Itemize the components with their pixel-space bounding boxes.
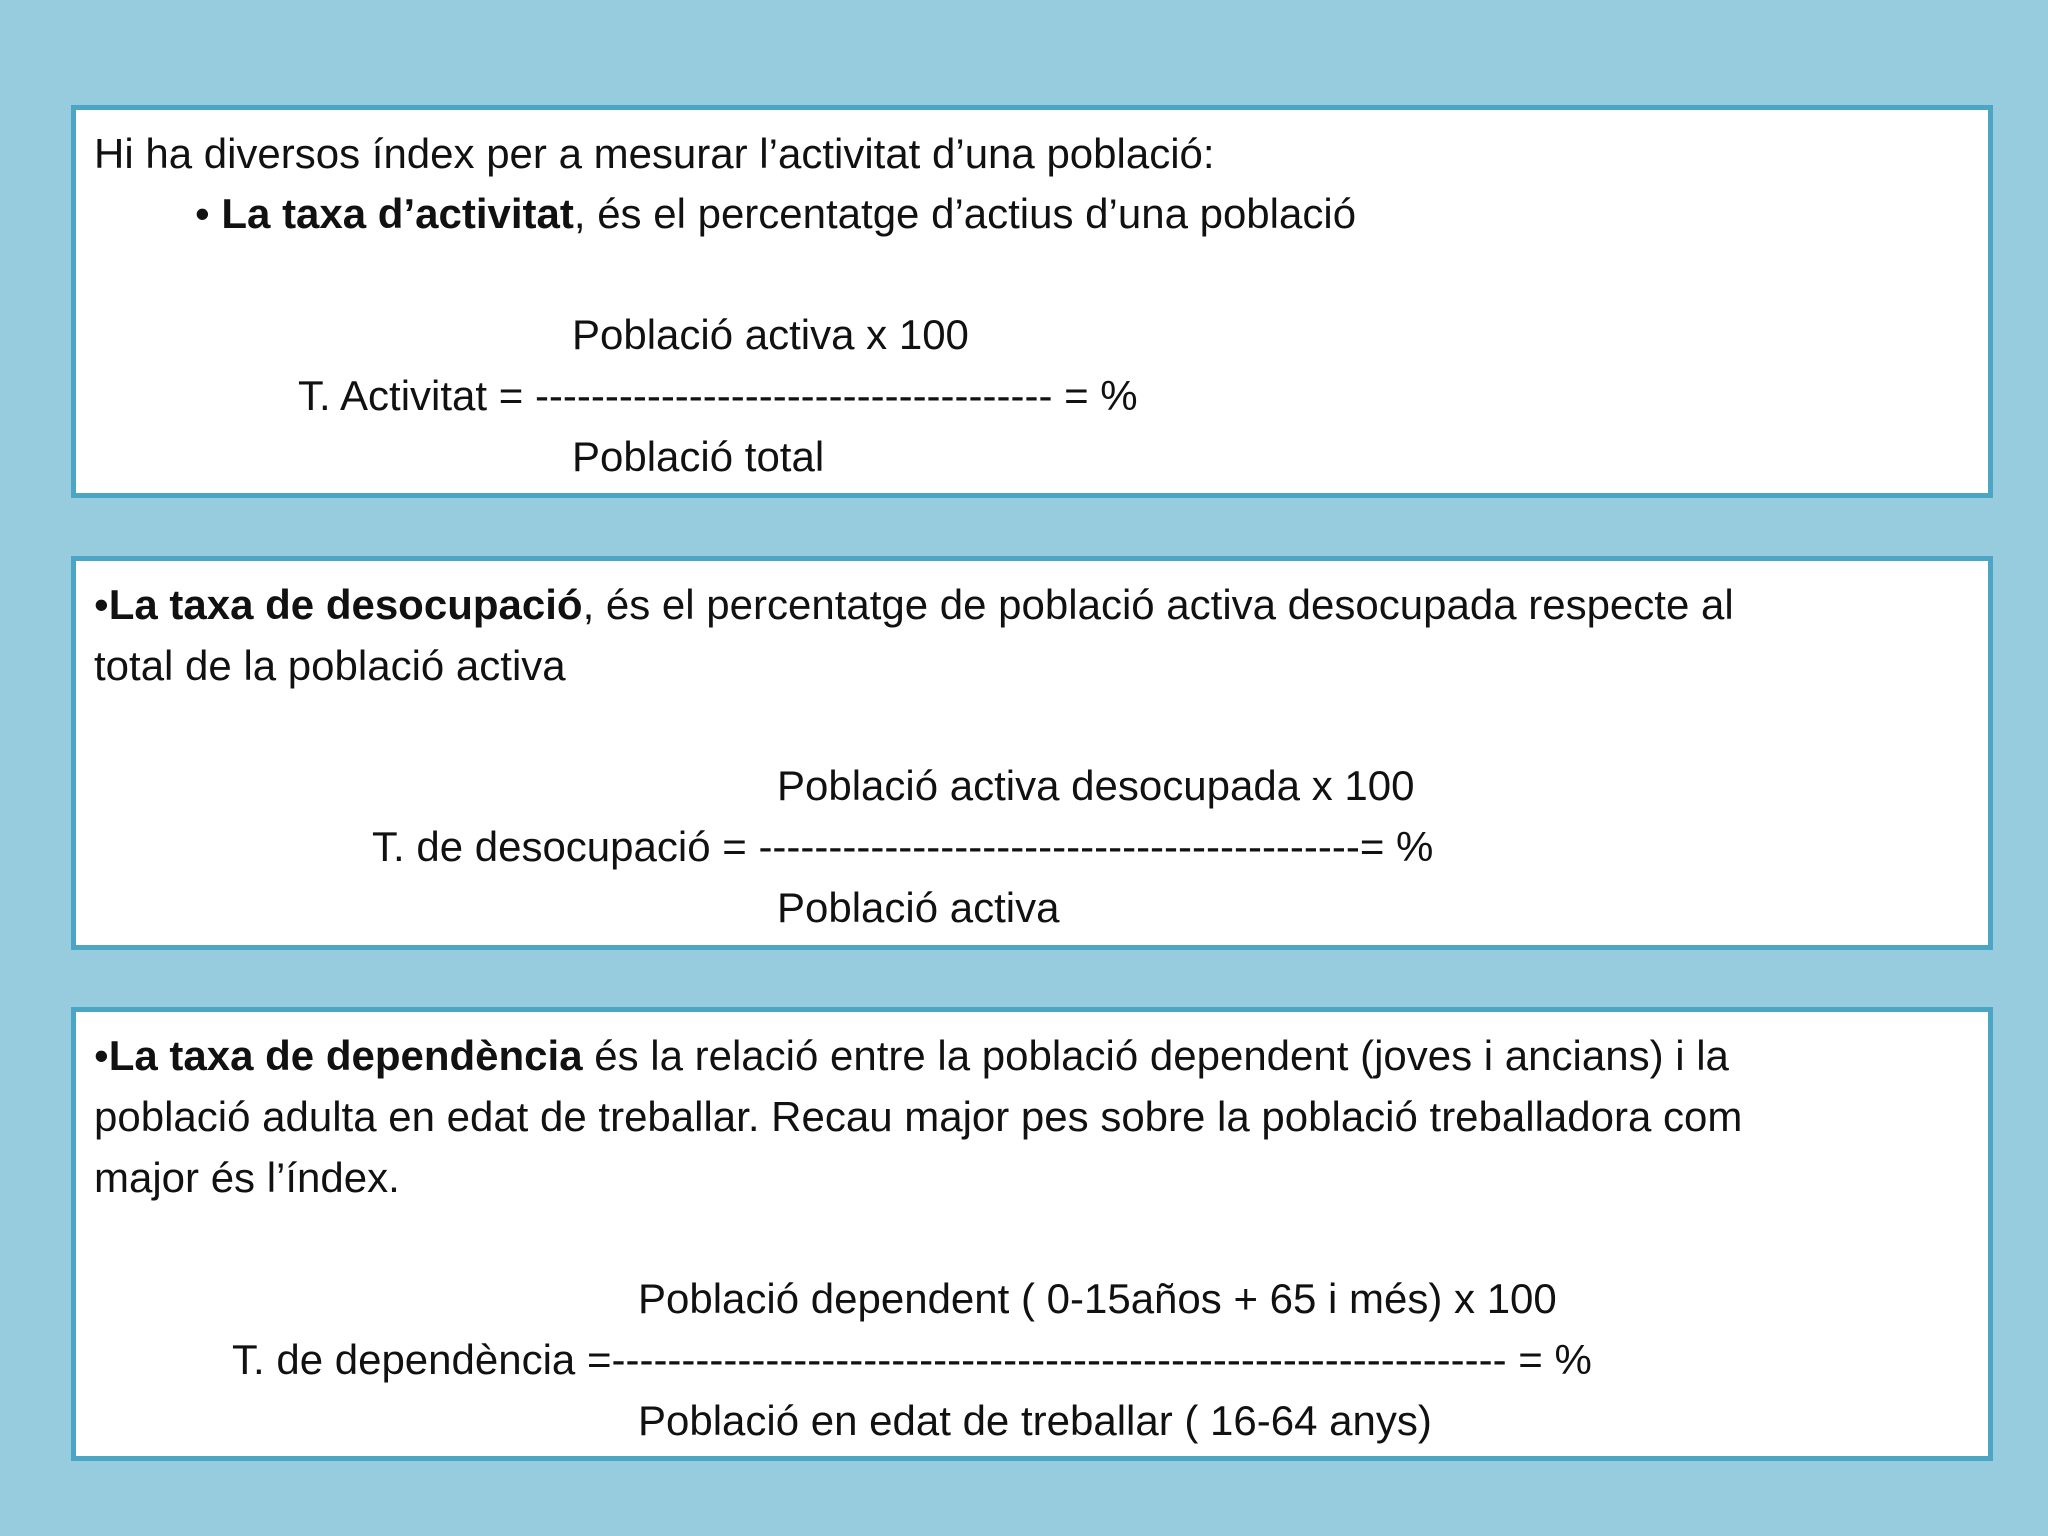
dependency-rate-bullet-line	[94, 1030, 1729, 1082]
unemployment-rate-definition: , és el percentatge de població activa desocupada respecte al	[582, 581, 1734, 628]
dependency-rate-numerator: Població dependent ( 0-15años + 65 i més) x 100	[638, 1275, 1557, 1322]
bullet-icon: •	[94, 581, 109, 628]
unemployment-rate-formula-line	[372, 821, 1433, 873]
bullet-icon: •	[94, 1032, 109, 1079]
bullet-icon: •	[195, 190, 210, 237]
unemployment-rate-lhs: T. de desocupació =	[372, 823, 759, 870]
dependency-rate-term: La taxa de dependència	[108, 1032, 583, 1079]
intro-text: Hi ha diversos índex per a mesurar l’activitat d’una població:	[94, 130, 1215, 177]
dependency-rate-formula-line	[232, 1334, 1592, 1386]
activity-rate-denominator: Població total	[572, 433, 825, 480]
activity-rate-rhs: = %	[1052, 372, 1138, 419]
unemployment-rate-denominator: Població activa	[777, 884, 1060, 931]
unemployment-rate-panel	[71, 556, 1993, 950]
unemployment-rate-definition-cont: total de la població activa	[94, 642, 566, 689]
unemployment-rate-numerator: Població activa desocupada x 100	[777, 762, 1415, 809]
unemployment-rate-bullet-line	[94, 579, 1734, 631]
activity-rate-fraction-bar: -------------------------------------	[534, 372, 1053, 419]
unemployment-rate-rhs: = %	[1359, 823, 1434, 870]
dependency-rate-definition: és la relació entre la població dependent (joves i ancians) i la	[582, 1032, 1729, 1079]
dependency-rate-definition-cont: població adulta en edat de treballar. Recau major pes sobre la població treballadora com	[94, 1093, 1743, 1140]
activity-rate-term: La taxa d’activitat	[221, 190, 574, 237]
dependency-rate-denominator: Població en edat de treballar ( 16-64 anys)	[638, 1397, 1432, 1444]
activity-rate-numerator: Població activa x 100	[572, 311, 969, 358]
activity-rate-lhs: T. Activitat =	[298, 372, 535, 419]
activity-rate-formula-line	[298, 370, 1138, 422]
activity-rate-panel	[71, 105, 1993, 498]
dependency-rate-lhs: T. de dependència =	[232, 1336, 612, 1383]
activity-rate-bullet-line	[195, 188, 1356, 240]
unemployment-rate-term: La taxa de desocupació	[108, 581, 583, 628]
dependency-rate-rhs: = %	[1506, 1336, 1592, 1383]
dependency-rate-fraction-bar: ----------------------------------------------------------------	[611, 1336, 1507, 1383]
activity-rate-definition: , és el percentatge d’actius d’una població	[573, 190, 1357, 237]
unemployment-rate-fraction-bar: -------------------------------------------	[758, 823, 1360, 870]
dependency-rate-definition-end: major és l’índex.	[94, 1154, 400, 1201]
dependency-rate-panel	[71, 1007, 1993, 1461]
